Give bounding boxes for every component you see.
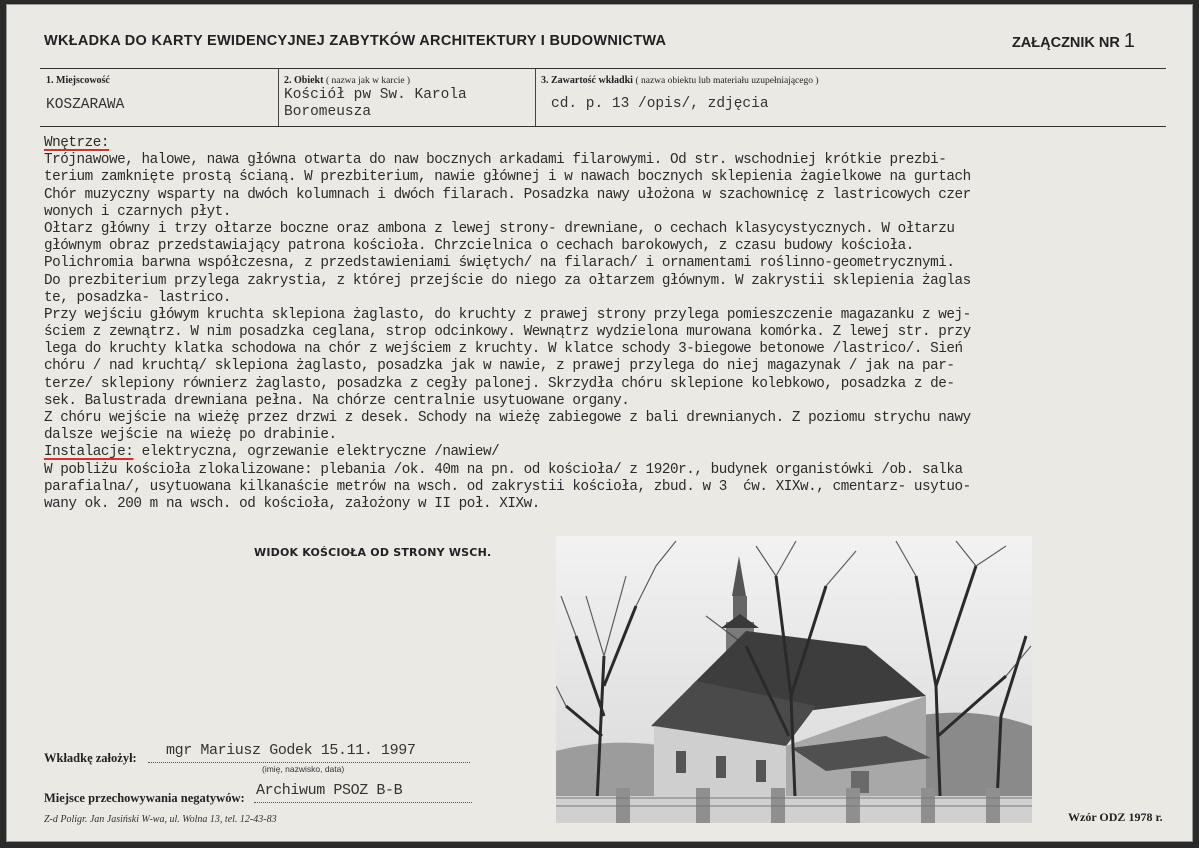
description-line: [44, 462, 1199, 479]
field-object-label-note: ( nazwa jak w karcie ): [325, 76, 411, 86]
field-contents-label: [541, 75, 819, 86]
section-heading: Instalacje:: [44, 444, 134, 461]
attachment-number: [1012, 30, 1135, 53]
description-line-text: terze/ sklepiony równierz żaglasto, posadzka z cegły palonej. Skrzydła chóru sklepione kolebkowo, posadzka z de-: [44, 375, 955, 392]
founder-dotted-line: [148, 762, 470, 763]
description-line: [44, 427, 1199, 444]
description-line: [44, 444, 1199, 461]
description-line-text: Polichromia barwna współczesna, z przedstawieniami świętych/ na filarach/ i ornamentami roślinno-geometrycznymi.: [44, 255, 955, 272]
description-line-text: sek. Balustrada drewniana pełna. Na chórze centralnie usytuowane organy.: [44, 392, 630, 409]
field-object-label: [284, 75, 410, 86]
storage-value: Archiwum PSOZ B-B: [256, 782, 403, 799]
description-line-text: Ołtarz główny i trzy ołtarze boczne oraz ambona z lewej strony- drewniane, o cechach klasycystycznych. W ołtarzu: [44, 220, 955, 237]
description-line: [44, 341, 1199, 358]
document-sheet: [6, 4, 1193, 842]
description-line: [44, 479, 1199, 496]
field-contents-label-text: 3. Zawartość wkładki: [541, 75, 633, 86]
description-line-text: elektryczna, ogrzewanie elektryczne /nawiew/: [133, 444, 500, 461]
description-line-text: wonych i czarnych płyt.: [44, 203, 231, 220]
printer-note: Z-d Poligr. Jan Jasiński W-wa, ul. Wolna 13, tel. 12-43-83: [44, 814, 277, 825]
founder-label: Wkładkę założył:: [44, 751, 137, 765]
field-contents-value: cd. p. 13 /opis/, zdjęcia: [551, 96, 769, 112]
description-line-text: Chór muzyczny wsparty na dwóch kolumnach i dwóch filarach. Posadzka nawy ułożona w szachownicę z lastricowych czer: [44, 186, 971, 203]
form-model: Wzór ODZ 1978 r.: [1068, 810, 1163, 824]
description-text: [44, 135, 1199, 513]
field-locality-value: KOSZARAWA: [46, 97, 125, 113]
description-line-text: Trójnawowe, halowe, nawa główna otwarta do naw bocznych arkadami filarowymi. Od str. wschodniej krótkie prezbi-: [44, 152, 947, 169]
description-line: [44, 376, 1199, 393]
description-line: [44, 393, 1199, 410]
description-line-text: parafialna/, usytuowana kilkanaście metrów na wsch. od zakrystii kościoła, zbud. w 3 ćw. XIXw., cmentarz- usytuo-: [44, 478, 971, 495]
description-line-text: chóru / nad kruchtą/ sklepiona żaglasto, posadzka jak w nawie, z prawej przylega do niej magazynak / jak na par-: [44, 358, 955, 375]
document-title: WKŁADKA DO KARTY EWIDENCYJNEJ ZABYTKÓW ARCHITEKTURY I BUDOWNICTWA: [44, 33, 667, 49]
field-object-value-2: Boromeusza: [284, 104, 372, 120]
field-locality: [40, 69, 279, 126]
description-line: [44, 152, 1199, 169]
header-fields: [40, 68, 1166, 127]
description-line: [44, 135, 1199, 152]
description-line-text: Do prezbiterium przylega zakrystia, z której przejście do niego za ołtarzem głównym. W zakrystii sklepienia żaglas: [44, 272, 971, 289]
field-locality-label: 1. Miejscowość: [46, 75, 110, 86]
field-object: [278, 69, 536, 126]
church-photo-image: [556, 536, 1032, 823]
description-line: [44, 496, 1199, 513]
attachment-number-value: 1: [1123, 30, 1135, 52]
description-line: [44, 221, 1199, 238]
founder-value: mgr Mariusz Godek 15.11. 1997: [166, 742, 416, 759]
attachment-label: ZAŁĄCZNIK NR: [1011, 35, 1120, 51]
description-line-text: głównym obraz przedstawiający patrona kościoła. Chrzcielnica o cechach barokowych, z czasu budowy kościoła.: [44, 238, 914, 255]
field-contents-label-note: ( nazwa obiektu lub materiału uzupełniającego ): [635, 76, 819, 86]
section-heading: Wnętrze:: [44, 135, 110, 151]
description-line: [44, 410, 1199, 427]
photo-caption: WIDOK KOŚCIOŁA OD STRONY WSCH.: [254, 546, 492, 559]
description-line: [44, 324, 1199, 341]
description-line: [44, 255, 1199, 272]
description-line: [44, 273, 1199, 290]
storage-label: Miejsce przechowywania negatywów:: [44, 791, 245, 805]
description-line: [44, 187, 1199, 204]
field-object-value-1: Kościół pw Sw. Karola: [284, 87, 467, 103]
church-photo: [556, 536, 1032, 823]
description-line: [44, 238, 1199, 255]
description-line-text: lega do kruchty klatka schodowa na chór z wejściem z kruchty. W klatce schody 3-biegowe betonowe /lastrico/. Sień: [44, 341, 963, 358]
description-line: [44, 307, 1199, 324]
description-line-text: Przy wejściu główym kruchta sklepiona żaglasto, do kruchty z prawej strony przylega pomieszczenie magazanku z wej-: [44, 306, 971, 323]
founder-note: (imię, nazwisko, data): [262, 764, 345, 774]
description-line: [44, 358, 1199, 375]
field-contents: [535, 69, 1166, 126]
field-object-label-text: 2. Obiekt: [284, 75, 324, 86]
description-line-text: terium zamknięte prostą ścianą. W prezbiterium, nawie głównej i w nawach bocznych sklepienia żagielkowe na gurtach: [44, 169, 971, 186]
storage-dotted-line: [254, 802, 472, 803]
description-line-text: W pobliżu kościoła zlokalizowane: plebania /ok. 40m na pn. od kościoła/ z 1920r., budynek organistówki /ob. salka: [44, 461, 963, 478]
description-line-text: te, posadzka- lastrico.: [44, 289, 231, 306]
description-line-text: wany ok. 200 m na wsch. od kościoła, założony w II poł. XIXw.: [44, 495, 540, 512]
description-line-text: ściem z zewnątrz. W nim posadzka ceglana, strop odcinkowy. Wewnątrz wydzielona murowana komórka. Z lewej str. przy: [44, 324, 971, 341]
description-line-text: dalsze wejście na wieżę po drabinie.: [44, 427, 337, 444]
description-line: [44, 169, 1199, 186]
description-line: [44, 290, 1199, 307]
description-line: [44, 204, 1199, 221]
description-line-text: Z chóru wejście na wieżę przez drzwi z desek. Schody na wieżę zabiegowe z bali drewnianych. Z poziomu strychu nawy: [44, 410, 971, 426]
